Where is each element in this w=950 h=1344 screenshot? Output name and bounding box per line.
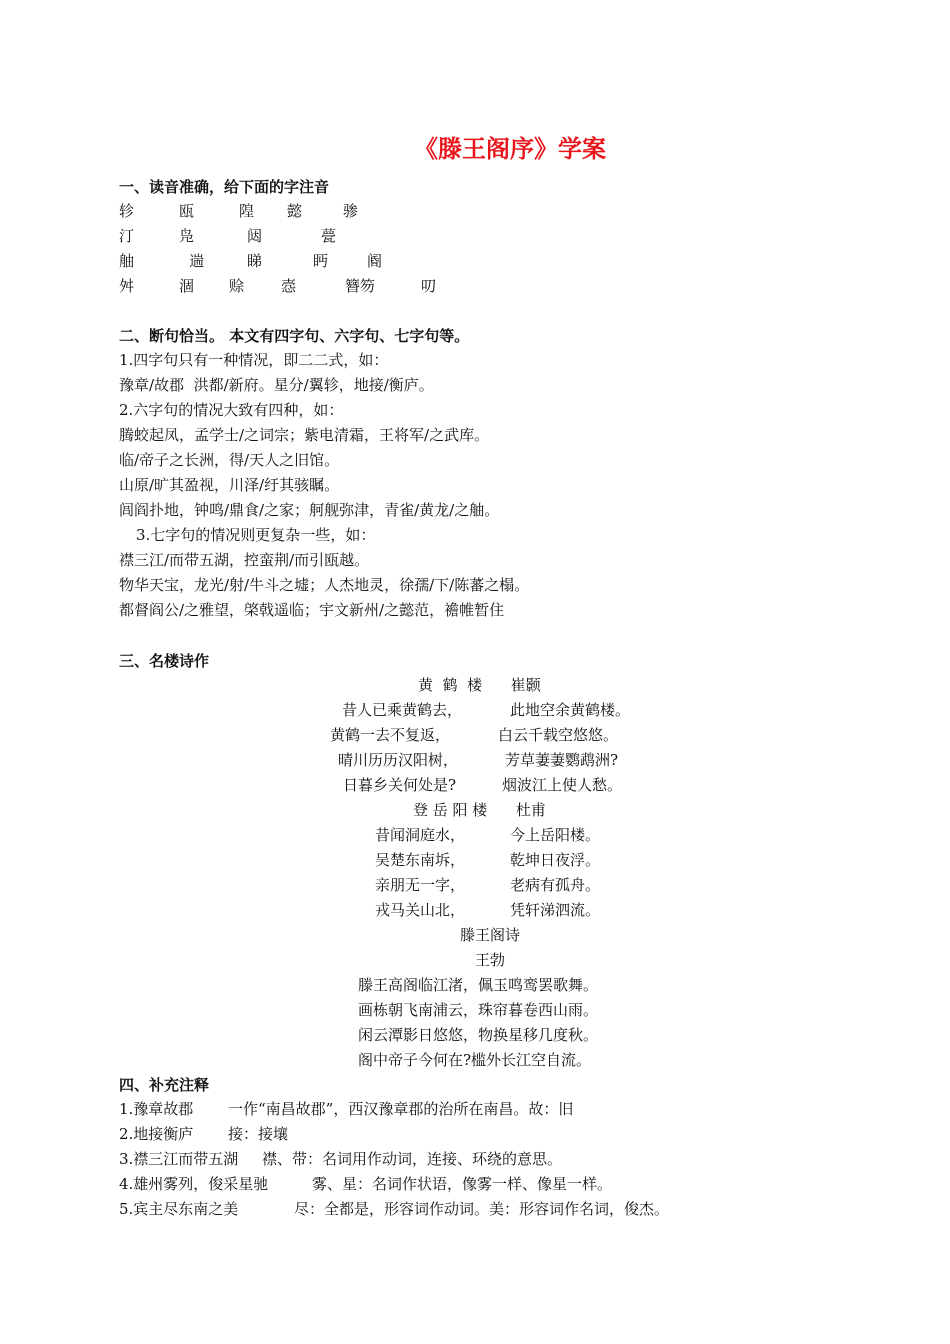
poem2-line-a: 昔闻洞庭水，: [375, 826, 466, 844]
pinyin-row-1: [119, 200, 619, 222]
char: 舛: [119, 277, 135, 295]
poem3-title: 滕王阁诗: [460, 926, 521, 944]
section2-line: 豫章/故郡 洪都/新府。星分/翼轸，地接/衡庐。: [119, 376, 434, 394]
poem2-title: 登 岳 阳 楼 杜甫: [413, 801, 546, 819]
poem1-line-b: 烟波江上使人愁。: [502, 776, 623, 794]
note-explanation: 一作“南昌故郡”，西汉豫章郡的治所在南昌。故：旧: [228, 1100, 574, 1118]
poem3-line: 闲云潭影日悠悠，物换星移几度秋。: [358, 1026, 599, 1044]
poem3-line: 画栋朝飞南浦云，珠帘暮卷西山雨。: [358, 1001, 599, 1019]
section1-heading: 一、读音准确，给下面的字注音: [119, 178, 330, 196]
char: 赊: [229, 277, 245, 295]
note-term: 3.襟三江而带五湖: [119, 1150, 239, 1168]
poem2-line-b: 老病有孤舟。: [510, 876, 601, 894]
poem2-line-b: 凭轩涕泗流。: [510, 901, 601, 919]
section2-line: 2.六字句的情况大致有四种，如：: [119, 401, 344, 419]
poem3-line: 滕王高阁临江渚，佩玉鸣鸾罢歌舞。: [358, 976, 599, 994]
pinyin-row-2: [119, 225, 619, 247]
char: 甍: [321, 227, 337, 245]
section2-line: 闾阎扑地，钟鸣/鼎食/之家；舸舰弥津，青雀/黄龙/之舳。: [119, 501, 500, 519]
section2-line: 都督阎公/之雅望，棨戟遥临；宇文新州/之懿范，襜帷暂住: [119, 601, 505, 619]
char: 遄: [189, 252, 205, 270]
section4-heading: 四、补充注释: [119, 1076, 210, 1094]
poem1-line-a: 日暮乡关何处是?: [343, 776, 457, 794]
poem1-line-a: 晴川历历汉阳树，: [338, 751, 459, 769]
char: 眄: [313, 252, 329, 270]
char: 睇: [247, 252, 263, 270]
poem1-line-b: 白云千载空悠悠。: [498, 726, 619, 744]
section2-line: 1.四字句只有一种情况，即二二式，如：: [119, 351, 389, 369]
section2-line: 腾蛟起凤，孟学士/之词宗；紫电清霜，王将军/之武库。: [119, 426, 490, 444]
section2-line: 山原/旷其盈视，川泽/纡其骇瞩。: [119, 476, 340, 494]
char: 骖: [343, 202, 359, 220]
char: 簪笏: [345, 277, 376, 295]
note-explanation: 襟、带：名词用作动词，连接、环绕的意思。: [262, 1150, 563, 1168]
char: 闼: [247, 227, 263, 245]
char: 舳: [119, 252, 135, 270]
char: 汀: [119, 227, 135, 245]
poem3-line: 阁中帝子今何在?槛外长江空自流。: [358, 1051, 592, 1069]
section2-line: 临/帝子之长洲，得/天人之旧馆。: [119, 451, 340, 469]
char: 轸: [119, 202, 135, 220]
section2-line: 襟三江/而带五湖，控蛮荆/而引瓯越。: [119, 551, 370, 569]
note-term: 4.雄州雾列，俊采星驰: [119, 1175, 269, 1193]
section3-heading: 三、名楼诗作: [119, 652, 210, 670]
note-term: 5.宾主尽东南之美: [119, 1200, 239, 1218]
note-term: 2.地接衡庐: [119, 1125, 194, 1143]
char: 叨: [421, 277, 437, 295]
note-term: 1.豫章故郡: [119, 1100, 194, 1118]
poem1-line-b: 芳草萋萋鹦鹉洲?: [505, 751, 619, 769]
note-explanation: 接：接壤: [228, 1125, 289, 1143]
char: 悫: [281, 277, 297, 295]
note-explanation: 尽：全都是，形容词作动词。美：形容词作名词，俊杰。: [294, 1200, 670, 1218]
pinyin-row-3: [119, 250, 619, 272]
poem1-title: 黄 鹤 楼 崔颢: [418, 676, 541, 694]
poem3-author: 王勃: [475, 951, 506, 969]
poem2-line-a: 亲朋无一字，: [375, 876, 466, 894]
section2-line: 物华天宝，龙光/射/牛斗之墟；人杰地灵，徐孺/下/陈蕃之榻。: [119, 576, 530, 594]
char: 懿: [287, 202, 303, 220]
poem2-line-a: 吴楚东南坼，: [375, 851, 466, 869]
poem1-line-b: 此地空余黄鹤楼。: [510, 701, 631, 719]
poem2-line-b: 今上岳阳楼。: [510, 826, 601, 844]
section2-heading: 二、断句恰当。 本文有四字句、六字句、七字句等。: [119, 327, 470, 345]
char: 涸: [179, 277, 195, 295]
section2-line: 3.七字句的情况则更复杂一些，如：: [136, 526, 376, 544]
poem2-line-b: 乾坤日夜浮。: [510, 851, 601, 869]
pinyin-row-4: [119, 275, 619, 297]
note-explanation: 雾、星：名词作状语，像雾一样、像星一样。: [312, 1175, 613, 1193]
char: 瓯: [179, 202, 195, 220]
char: 阍: [367, 252, 383, 270]
page-title: 《滕王阁序》学案: [414, 135, 606, 163]
char: 凫: [179, 227, 195, 245]
char: 隍: [239, 202, 255, 220]
poem2-line-a: 戎马关山北，: [375, 901, 466, 919]
poem1-line-a: 黄鹤一去不复返，: [330, 726, 451, 744]
poem1-line-a: 昔人已乘黄鹤去，: [342, 701, 463, 719]
